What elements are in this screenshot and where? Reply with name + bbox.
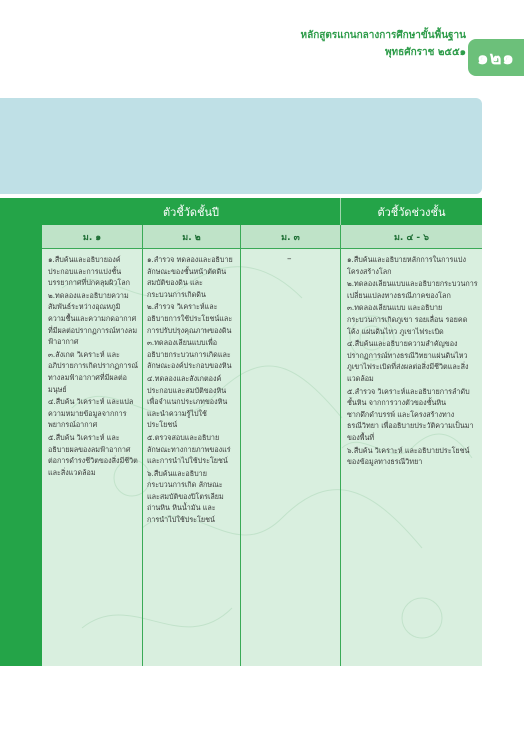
list-item: ๔.ทดลองและสังเกตองค์ประกอบและสมบัติของหิน เพื่อจำแนกประเภทของหินและนำความรู้ไปใช้ประโยชน์ bbox=[147, 373, 228, 430]
range-indicators-header bbox=[341, 198, 482, 225]
indicators-table bbox=[42, 198, 482, 666]
list-item: ๔.สืบค้นและอธิบายความสำคัญของปรากฏการณ์ทางธรณีวิทยาแผ่นดินไหว ภูเขาไฟระเบิดที่ส่งผลต่อสิ่งมีชีวิตและสิ่งแวดล้อม bbox=[347, 339, 469, 383]
column-divider bbox=[340, 225, 341, 666]
list-item: ๕.สืบค้น วิเคราะห์ และอธิบายผลของลมฟ้าอากาศต่อการดำรงชีวิตของสิ่งมีชีวิต และสิ่งแวดล้อม bbox=[48, 432, 138, 477]
header-row-divider bbox=[42, 248, 482, 249]
list-item: ๖.สืบค้นและอธิบายกระบวนการเกิด ลักษณะและสมบัติของปิโตรเลียม ถ่านหิน หินน้ำมัน และการนำไปใช้ประโยชน์ bbox=[147, 468, 224, 525]
list-item: ๒.ทดลองเลียนแบบและอธิบายกระบวนการเปลี่ยนแปลงทางธรณีภาคของโลก bbox=[347, 279, 478, 300]
header-divider bbox=[340, 198, 341, 225]
list-item: ๓.ทดลองเลียนแบบ และอธิบายกระบวนการเกิดภูเขา รอยเลื่อน รอยคดโค้ง แผ่นดินไหว ภูเขาไฟระเบิด bbox=[347, 303, 468, 336]
list-item: ๓.ทดลองเลียนแบบเพื่ออธิบายกระบวนการเกิดและลักษณะองค์ประกอบของหิน bbox=[147, 338, 232, 371]
grade-indicators-header bbox=[42, 198, 340, 225]
list-item: ๑.สืบค้นและอธิบายหลักการในการแบ่งโครงสร้างโลก bbox=[347, 255, 467, 276]
book-title: หลักสูตรแกนกลางการศึกษาขั้นพื้นฐาน bbox=[300, 30, 466, 41]
column-divider bbox=[142, 225, 143, 666]
grade-header-m3: ม. ๓ bbox=[241, 225, 340, 248]
m1-indicators bbox=[48, 254, 138, 479]
list-item: ๖.สืบค้น วิเคราะห์ และอธิบายประโยชน์ของข้อมูลทางธรณีวิทยา bbox=[347, 445, 470, 467]
column-divider bbox=[240, 225, 241, 666]
range-indicators-label: ตัวชี้วัดช่วงชั้น bbox=[377, 205, 446, 219]
grade-header-m1: ม. ๑ bbox=[42, 225, 142, 248]
list-item: ๔.สืบค้น วิเคราะห์ และแปลความหมายข้อมูลจากการพยากรณ์อากาศ bbox=[48, 397, 134, 430]
m2-indicators bbox=[147, 254, 235, 527]
grade-header-m2: ม. ๒ bbox=[143, 225, 240, 248]
header-banner bbox=[0, 98, 482, 194]
edition-label: พุทธศักราช ๒๕๕๑ bbox=[384, 47, 466, 58]
page-number-tab bbox=[468, 39, 524, 76]
list-item: ๕.สำรวจ วิเคราะห์และอธิบายการลำดับชั้นหิน จากการวางตัวของชั้นหินซากดึกดำบรรพ์ และโครงสร้างทางธรณีวิทยา เพื่ออธิบายประวัติความเป็นมาของพื้นที่ bbox=[347, 386, 474, 442]
list-item: ๓.สังเกต วิเคราะห์ และอภิปรายการเกิดปรากฏการณ์ทางลมฟ้าอากาศที่มีผลต่อมนุษย์ bbox=[48, 349, 139, 394]
list-item: ๒.สำรวจ วิเคราะห์และอธิบายการใช้ประโยชน์และการปรับปรุงคุณภาพของดิน bbox=[147, 302, 233, 335]
list-item: ๑.สำรวจ ทดลองและอธิบายลักษณะของชั้นหน้าตัดดิน สมบัติของดิน และกระบวนการเกิดดิน bbox=[147, 255, 233, 299]
list-item: ๑.สืบค้นและอธิบายองค์ประกอบและการแบ่งชั้นบรรยากาศที่ปกคลุมผิวโลก bbox=[48, 255, 130, 288]
m4-6-indicators bbox=[347, 254, 478, 469]
grade-header-m4-6: ม. ๔ - ๖ bbox=[341, 225, 482, 248]
grade-indicators-label: ตัวชี้วัดชั้นปี bbox=[162, 205, 220, 219]
list-item: ๒.ทดลองและอธิบายความสัมพันธ์ระหว่างอุณหภูมิ ความชื้นและความกดอากาศที่มีผลต่อปรากฏการณ์ทางลมฟ้าอากาศ bbox=[48, 290, 138, 347]
left-side-bar bbox=[0, 198, 42, 666]
page-number: ๑๒๑ bbox=[477, 48, 515, 69]
list-item: ๕.ตรวจสอบและอธิบายลักษณะทางกายภาพของแร่ และการนำไปใช้ประโยชน์ bbox=[147, 432, 231, 466]
m3-empty-mark: – bbox=[287, 254, 292, 264]
